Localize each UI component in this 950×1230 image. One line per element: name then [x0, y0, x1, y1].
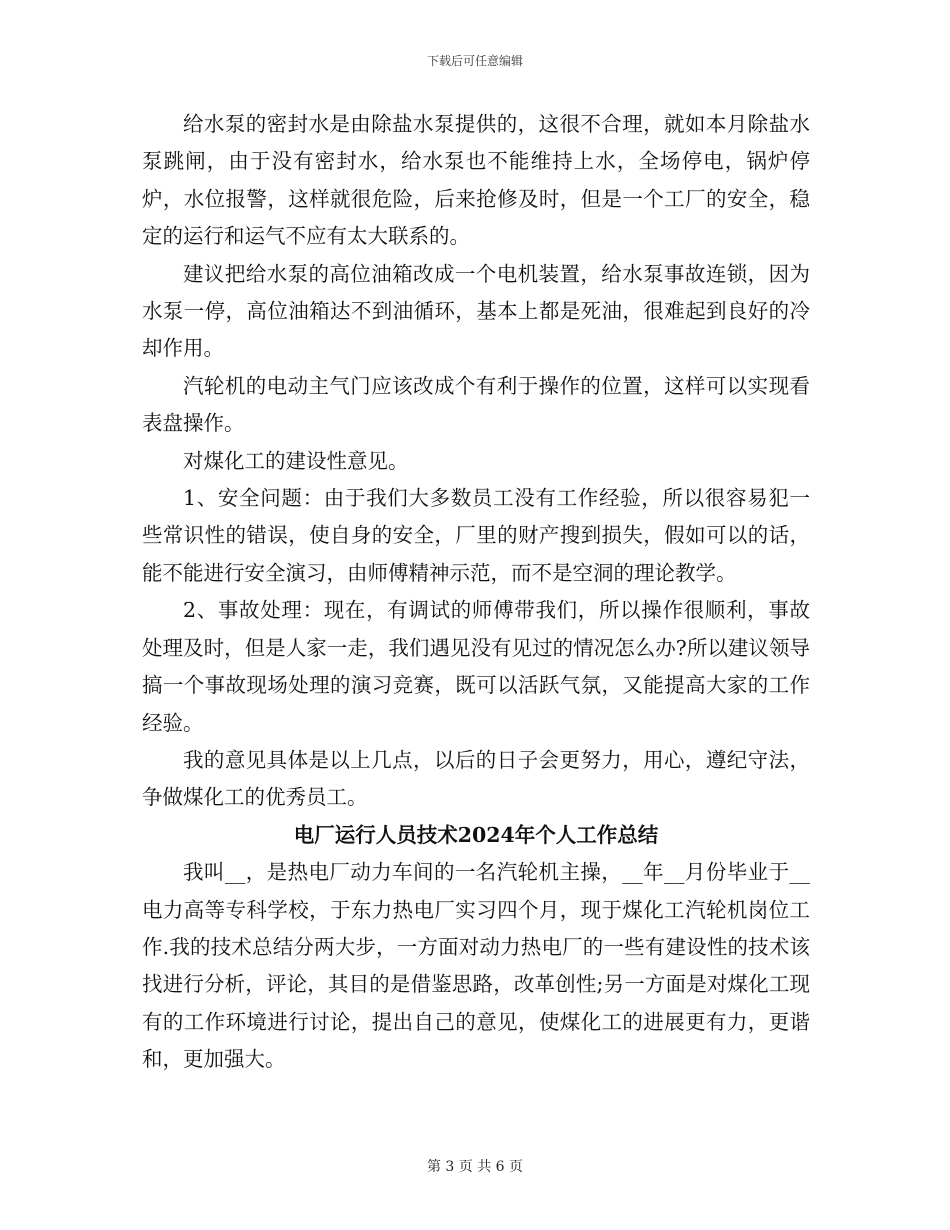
paragraph-closing: 我的意见具体是以上几点，以后的日子会更努力，用心，遵纪守法，争做煤化工的优秀员工。 — [142, 747, 810, 810]
section-title: 电厂运行人员技术2024年个人工作总结 — [293, 822, 659, 847]
paragraph-safety: 1、安全问题：由于我们大多数员工没有工作经验，所以很容易犯一些常识性的错误，使自身的安全，厂里的财产搜到损失，假如可以的话，能不能进行安全演习，由师傅精神示范，而不是空洞的理论教学。 — [142, 486, 810, 585]
page-number: 第 3 页 共 6 页 — [426, 1159, 524, 1175]
document-body — [142, 106, 810, 1079]
paragraph-feedwater-seal: 给水泵的密封水是由除盐水泵提供的，这很不合理，就如本月除盐水泵跳闸，由于没有密封水，给水泵也不能维持上水，全场停电，锅炉停炉，水位报警，这样就很危险，后来抢修及时，但是一个工厂的安全，稳定的运行和运气不应有太大联系的。 — [142, 112, 810, 249]
paragraph-main-valve: 汽轮机的电动主气门应该改成个有利于操作的位置，这样可以实现看表盘操作。 — [142, 373, 810, 436]
paragraph-accident-handling: 2、事故处理：现在，有调试的师傅带我们，所以操作很顺利，事故处理及时，但是人家一走，我们遇见没有见过的情况怎么办?所以建议领导搞一个事故现场处理的演习竞赛，既可以活跃气氛，又能提高大家的工作经验。 — [142, 598, 810, 735]
paragraph-self-introduction: 我叫__，是热电厂动力车间的一名汽轮机主操，__年__月份毕业于__电力高等专科学校，于东力热电厂实习四个月，现于煤化工汽轮机岗位工作.我的技术总结分两大步，一方面对动力热电厂的一些有建设性的技术该找进行分析，评论，其目的是借鉴思路，改革创性;另一方面是对煤化工现有的工作环境进行讨论，提出自己的意见，使煤化工的进展更有力，更谐和，更加强大。 — [142, 860, 810, 1072]
paragraph-oil-tank: 建议把给水泵的高位油箱改成一个电机装置，给水泵事故连锁，因为水泵一停，高位油箱达不到油循环，基本上都是死油，很难起到良好的冷却作用。 — [142, 261, 810, 361]
page-header-note: 下载后可任意编辑 — [426, 54, 523, 68]
paragraph-suggestions-intro: 对煤化工的建设性意见。 — [183, 448, 409, 473]
